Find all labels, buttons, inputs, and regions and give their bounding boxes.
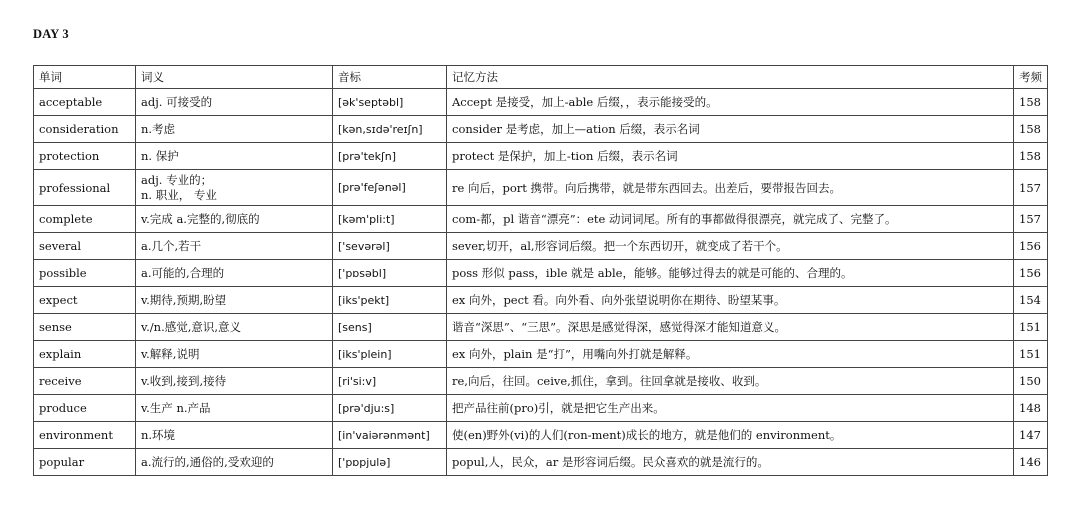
frequency-cell: 154 bbox=[1014, 287, 1048, 314]
meaning-cell: adj. 可接受的 bbox=[136, 89, 333, 116]
header-frequency: 考频 bbox=[1014, 66, 1048, 89]
memory-cell: sever,切开，al,形容词后缀。把一个东西切开，就变成了若干个。 bbox=[447, 233, 1014, 260]
meaning-line: n. 职业， 专业 bbox=[141, 187, 217, 202]
phonetic-cell: [prə'dju:s] bbox=[333, 395, 447, 422]
meaning-cell: v./n.感觉,意识,意义 bbox=[136, 314, 333, 341]
word-cell: complete bbox=[34, 206, 136, 233]
phonetic-cell: [sens] bbox=[333, 314, 447, 341]
meaning-cell: a.流行的,通俗的,受欢迎的 bbox=[136, 449, 333, 476]
meaning-line: adj. 专业的； bbox=[141, 172, 213, 187]
memory-cell: ex 向外，plain 是“打”，用嘴向外打就是解释。 bbox=[447, 341, 1014, 368]
phonetic-cell: [kəm'pli:t] bbox=[333, 206, 447, 233]
frequency-cell: 158 bbox=[1014, 89, 1048, 116]
word-cell: produce bbox=[34, 395, 136, 422]
word-cell: popular bbox=[34, 449, 136, 476]
frequency-cell: 158 bbox=[1014, 143, 1048, 170]
table-row bbox=[34, 143, 1048, 170]
memory-cell: re 向后，port 携带。向后携带，就是带东西回去。出差后，要带报告回去。 bbox=[447, 170, 1014, 206]
word-cell: expect bbox=[34, 287, 136, 314]
phonetic-cell: [ri'si:v] bbox=[333, 368, 447, 395]
table-row bbox=[34, 206, 1048, 233]
meaning-cell bbox=[136, 170, 333, 206]
meaning-cell: n.环境 bbox=[136, 422, 333, 449]
memory-cell: popul,人，民众，ar 是形容词后缀。民众喜欢的就是流行的。 bbox=[447, 449, 1014, 476]
header-memory: 记忆方法 bbox=[447, 66, 1014, 89]
page-title: DAY 3 bbox=[33, 27, 69, 41]
table-row bbox=[34, 395, 1048, 422]
phonetic-cell: [kən,sɪdə'reɪʃn] bbox=[333, 116, 447, 143]
word-cell: acceptable bbox=[34, 89, 136, 116]
memory-cell: 把产品往前(pro)引，就是把它生产出来。 bbox=[447, 395, 1014, 422]
word-cell: professional bbox=[34, 170, 136, 206]
frequency-cell: 157 bbox=[1014, 206, 1048, 233]
table-row bbox=[34, 341, 1048, 368]
table-row bbox=[34, 170, 1048, 206]
phonetic-cell: [prə'tekʃn] bbox=[333, 143, 447, 170]
phonetic-cell: ['sevərəl] bbox=[333, 233, 447, 260]
meaning-cell: a.可能的,合理的 bbox=[136, 260, 333, 287]
header-meaning: 词义 bbox=[136, 66, 333, 89]
frequency-cell: 147 bbox=[1014, 422, 1048, 449]
table-row bbox=[34, 89, 1048, 116]
memory-cell: ex 向外，pect 看。向外看、向外张望说明你在期待、盼望某事。 bbox=[447, 287, 1014, 314]
frequency-cell: 148 bbox=[1014, 395, 1048, 422]
word-cell: receive bbox=[34, 368, 136, 395]
header-phonetic: 音标 bbox=[333, 66, 447, 89]
table-row bbox=[34, 287, 1048, 314]
table-row bbox=[34, 233, 1048, 260]
memory-cell: com-都，pl 谐音“漂亮”：ete 动词词尾。所有的事都做得很漂亮，就完成了、完整了。 bbox=[447, 206, 1014, 233]
memory-cell: 谐音“深思”、“三思”。深思是感觉得深，感觉得深才能知道意义。 bbox=[447, 314, 1014, 341]
phonetic-cell: ['pɒsəbl] bbox=[333, 260, 447, 287]
phonetic-cell: [prə'feʃənəl] bbox=[333, 170, 447, 206]
word-cell: explain bbox=[34, 341, 136, 368]
table-row bbox=[34, 314, 1048, 341]
vocabulary-table bbox=[33, 65, 1048, 476]
word-cell: several bbox=[34, 233, 136, 260]
word-cell: environment bbox=[34, 422, 136, 449]
frequency-cell: 151 bbox=[1014, 341, 1048, 368]
table-row bbox=[34, 449, 1048, 476]
meaning-cell: n. 保护 bbox=[136, 143, 333, 170]
frequency-cell: 158 bbox=[1014, 116, 1048, 143]
frequency-cell: 146 bbox=[1014, 449, 1048, 476]
word-cell: protection bbox=[34, 143, 136, 170]
memory-cell: poss 形似 pass，ible 就是 able，能够。能够过得去的就是可能的、合理的。 bbox=[447, 260, 1014, 287]
frequency-cell: 150 bbox=[1014, 368, 1048, 395]
meaning-cell: v.期待,预期,盼望 bbox=[136, 287, 333, 314]
table-row bbox=[34, 116, 1048, 143]
frequency-cell: 156 bbox=[1014, 260, 1048, 287]
meaning-cell: n.考虑 bbox=[136, 116, 333, 143]
frequency-cell: 157 bbox=[1014, 170, 1048, 206]
table-row bbox=[34, 368, 1048, 395]
memory-cell: consider 是考虑，加上—ation 后缀，表示名词 bbox=[447, 116, 1014, 143]
memory-cell: re,向后，往回。ceive,抓住，拿到。往回拿就是接收、收到。 bbox=[447, 368, 1014, 395]
table-row bbox=[34, 260, 1048, 287]
word-cell: possible bbox=[34, 260, 136, 287]
header-word: 单词 bbox=[34, 66, 136, 89]
memory-cell: Accept 是接受，加上-able 后缀，，表示能接受的。 bbox=[447, 89, 1014, 116]
meaning-cell: v.收到,接到,接待 bbox=[136, 368, 333, 395]
memory-cell: protect 是保护，加上-tion 后缀，表示名词 bbox=[447, 143, 1014, 170]
meaning-cell: v.完成 a.完整的,彻底的 bbox=[136, 206, 333, 233]
word-cell: sense bbox=[34, 314, 136, 341]
phonetic-cell: [iks'pekt] bbox=[333, 287, 447, 314]
meaning-cell: v.解释,说明 bbox=[136, 341, 333, 368]
table-header-row bbox=[34, 66, 1048, 89]
meaning-cell: a.几个,若干 bbox=[136, 233, 333, 260]
table-row bbox=[34, 422, 1048, 449]
phonetic-cell: [ək'septəbl] bbox=[333, 89, 447, 116]
memory-cell: 使(en)野外(vi)的人们(ron-ment)成长的地方，就是他们的 environment。 bbox=[447, 422, 1014, 449]
frequency-cell: 156 bbox=[1014, 233, 1048, 260]
phonetic-cell: [iks'plein] bbox=[333, 341, 447, 368]
phonetic-cell: ['pɒpjulə] bbox=[333, 449, 447, 476]
phonetic-cell: [in'vaiərənmənt] bbox=[333, 422, 447, 449]
frequency-cell: 151 bbox=[1014, 314, 1048, 341]
word-cell: consideration bbox=[34, 116, 136, 143]
meaning-cell: v.生产 n.产品 bbox=[136, 395, 333, 422]
